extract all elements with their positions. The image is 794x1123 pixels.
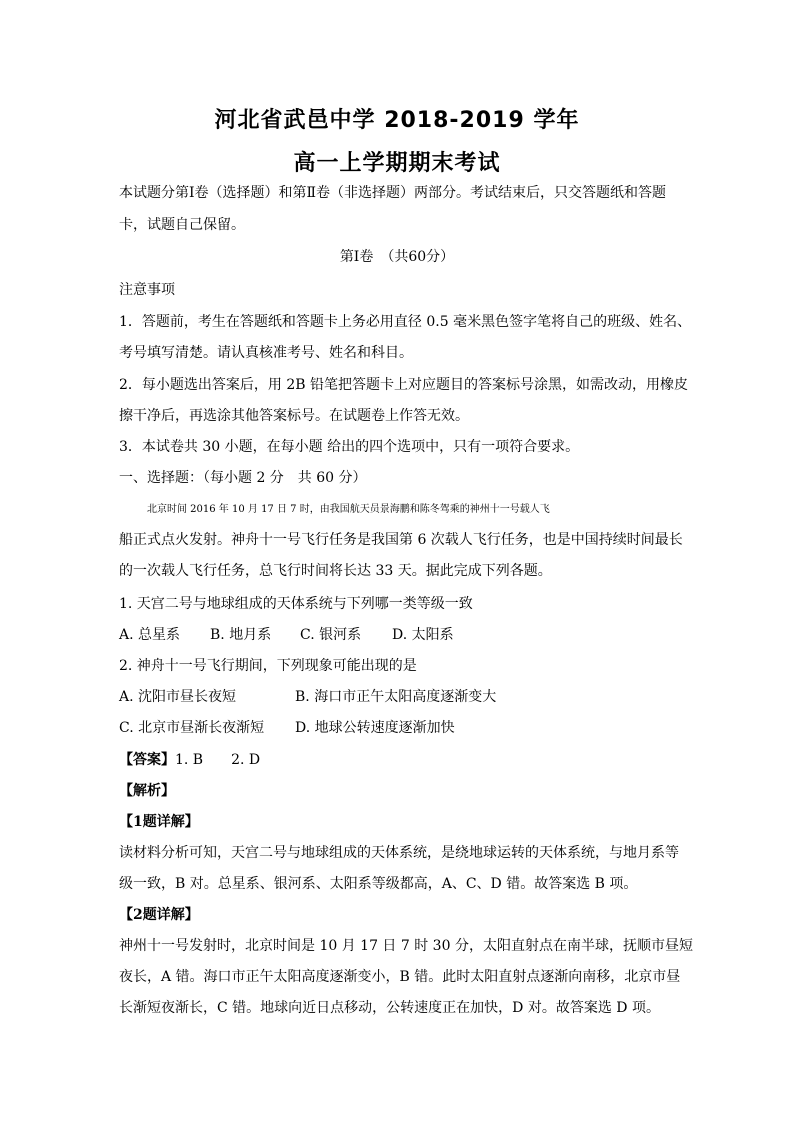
analysis-label: 【解析】 [119,783,175,799]
note-1-line2: 考号填写清楚。请认真核准考号、姓名和科目。 [119,345,413,361]
note-1-line1: 1．答题前，考生在答题纸和答题卡上务必用直径 0.5 毫米黑色签字笔将自己的班级、姓名、 [119,314,692,330]
passage-line1: 北京时间 2016 年 10 月 17 日 7 时，由我国航天员景海鹏和陈冬驾乘的神州十一号载人飞 [147,504,550,515]
note-3: 3．本试卷共 30 小题，在每小题 给出的四个选项中，只有一项符合要求。 [119,439,580,455]
exam-title-line2: 高一上学期期末考试 [293,151,501,176]
answer-line [119,750,679,770]
passage-line3: 的一次载人飞行任务，总飞行时间将长达 33 天。据此完成下列各题。 [119,563,552,579]
q2-analysis-line1: 神州十一号发射时，北京时间是 10 月 17 日 7 时 30 分，太阳直射点在南半球，抚顺市昼短 [119,938,693,954]
q1-option-d: D. 太阳系 [392,627,454,643]
q1-analysis-line1: 读材料分析可知，天宫二号与地球组成的天体系统，是绕地球运转的天体系统，与地月系等 [119,845,679,861]
q1-analysis-heading: 【1题详解】 [119,814,199,830]
q1-option-a: A. 总星系 [119,627,181,643]
section-heading: 第Ⅰ卷 （共60分） [339,249,455,265]
answer-label: 【答案】 [119,752,175,768]
part-one-heading: 一、选择题：（每小题 2 分 共 60 分） [119,470,367,486]
q2-option-a: A. 沈阳市昼长夜短 [119,689,237,705]
q1-option-b: B. 地月系 [210,627,272,643]
question-2-stem: 2. 神舟十一号飞行期间，下列现象可能出现的是 [119,658,417,674]
intro-line1: 本试题分第Ⅰ卷（选择题）和第Ⅱ卷（非选择题）两部分。考试结束后，只交答题纸和答题 [119,185,667,201]
q2-option-b: B. 海口市正午太阳高度逐渐变大 [295,689,497,705]
q2-option-c: C. 北京市昼渐长夜渐短 [119,720,265,736]
note-2-line2: 擦干净后，再选涂其他答案标号。在试题卷上作答无效。 [119,408,469,424]
q2-analysis-line3: 长渐短夜渐长，C 错。地球向近日点移动，公转速度正在加快，D 对。故答案选 D 项。 [119,1000,660,1016]
notes-heading: 注意事项 [119,282,175,298]
passage-line2: 船正式点火发射。神舟十一号飞行任务是我国第 6 次载人飞行任务，也是中国持续时间最长 [119,532,683,548]
intro-line2: 卡，试题自己保留。 [119,217,245,233]
q2-analysis-heading: 【2题详解】 [119,907,199,923]
question-1-stem: 1. 天宫二号与地球组成的天体系统与下列哪一类等级一致 [119,596,473,612]
q2-analysis-line2: 夜长，A 错。海口市正午太阳高度逐渐变小，B 错。此时太阳直射点逐渐向南移，北京市昼 [119,969,681,985]
q1-analysis-line2: 级一致，B 对。总星系、银河系、太阳系等级都高，A、C、D 错。故答案选 B 项。 [119,876,638,892]
q1-option-c: C. 银河系 [300,627,362,643]
exam-title-line1: 河北省武邑中学 2018-2019 学年 [214,108,580,133]
answer-values: 1. B 2. D [175,752,261,768]
note-2-line1: 2．每小题选出答案后，用 2B 铅笔把答题卡上对应题目的答案标号涂黑，如需改动，用橡皮 [119,377,689,393]
q2-option-d: D. 地球公转速度逐渐加快 [295,720,455,736]
